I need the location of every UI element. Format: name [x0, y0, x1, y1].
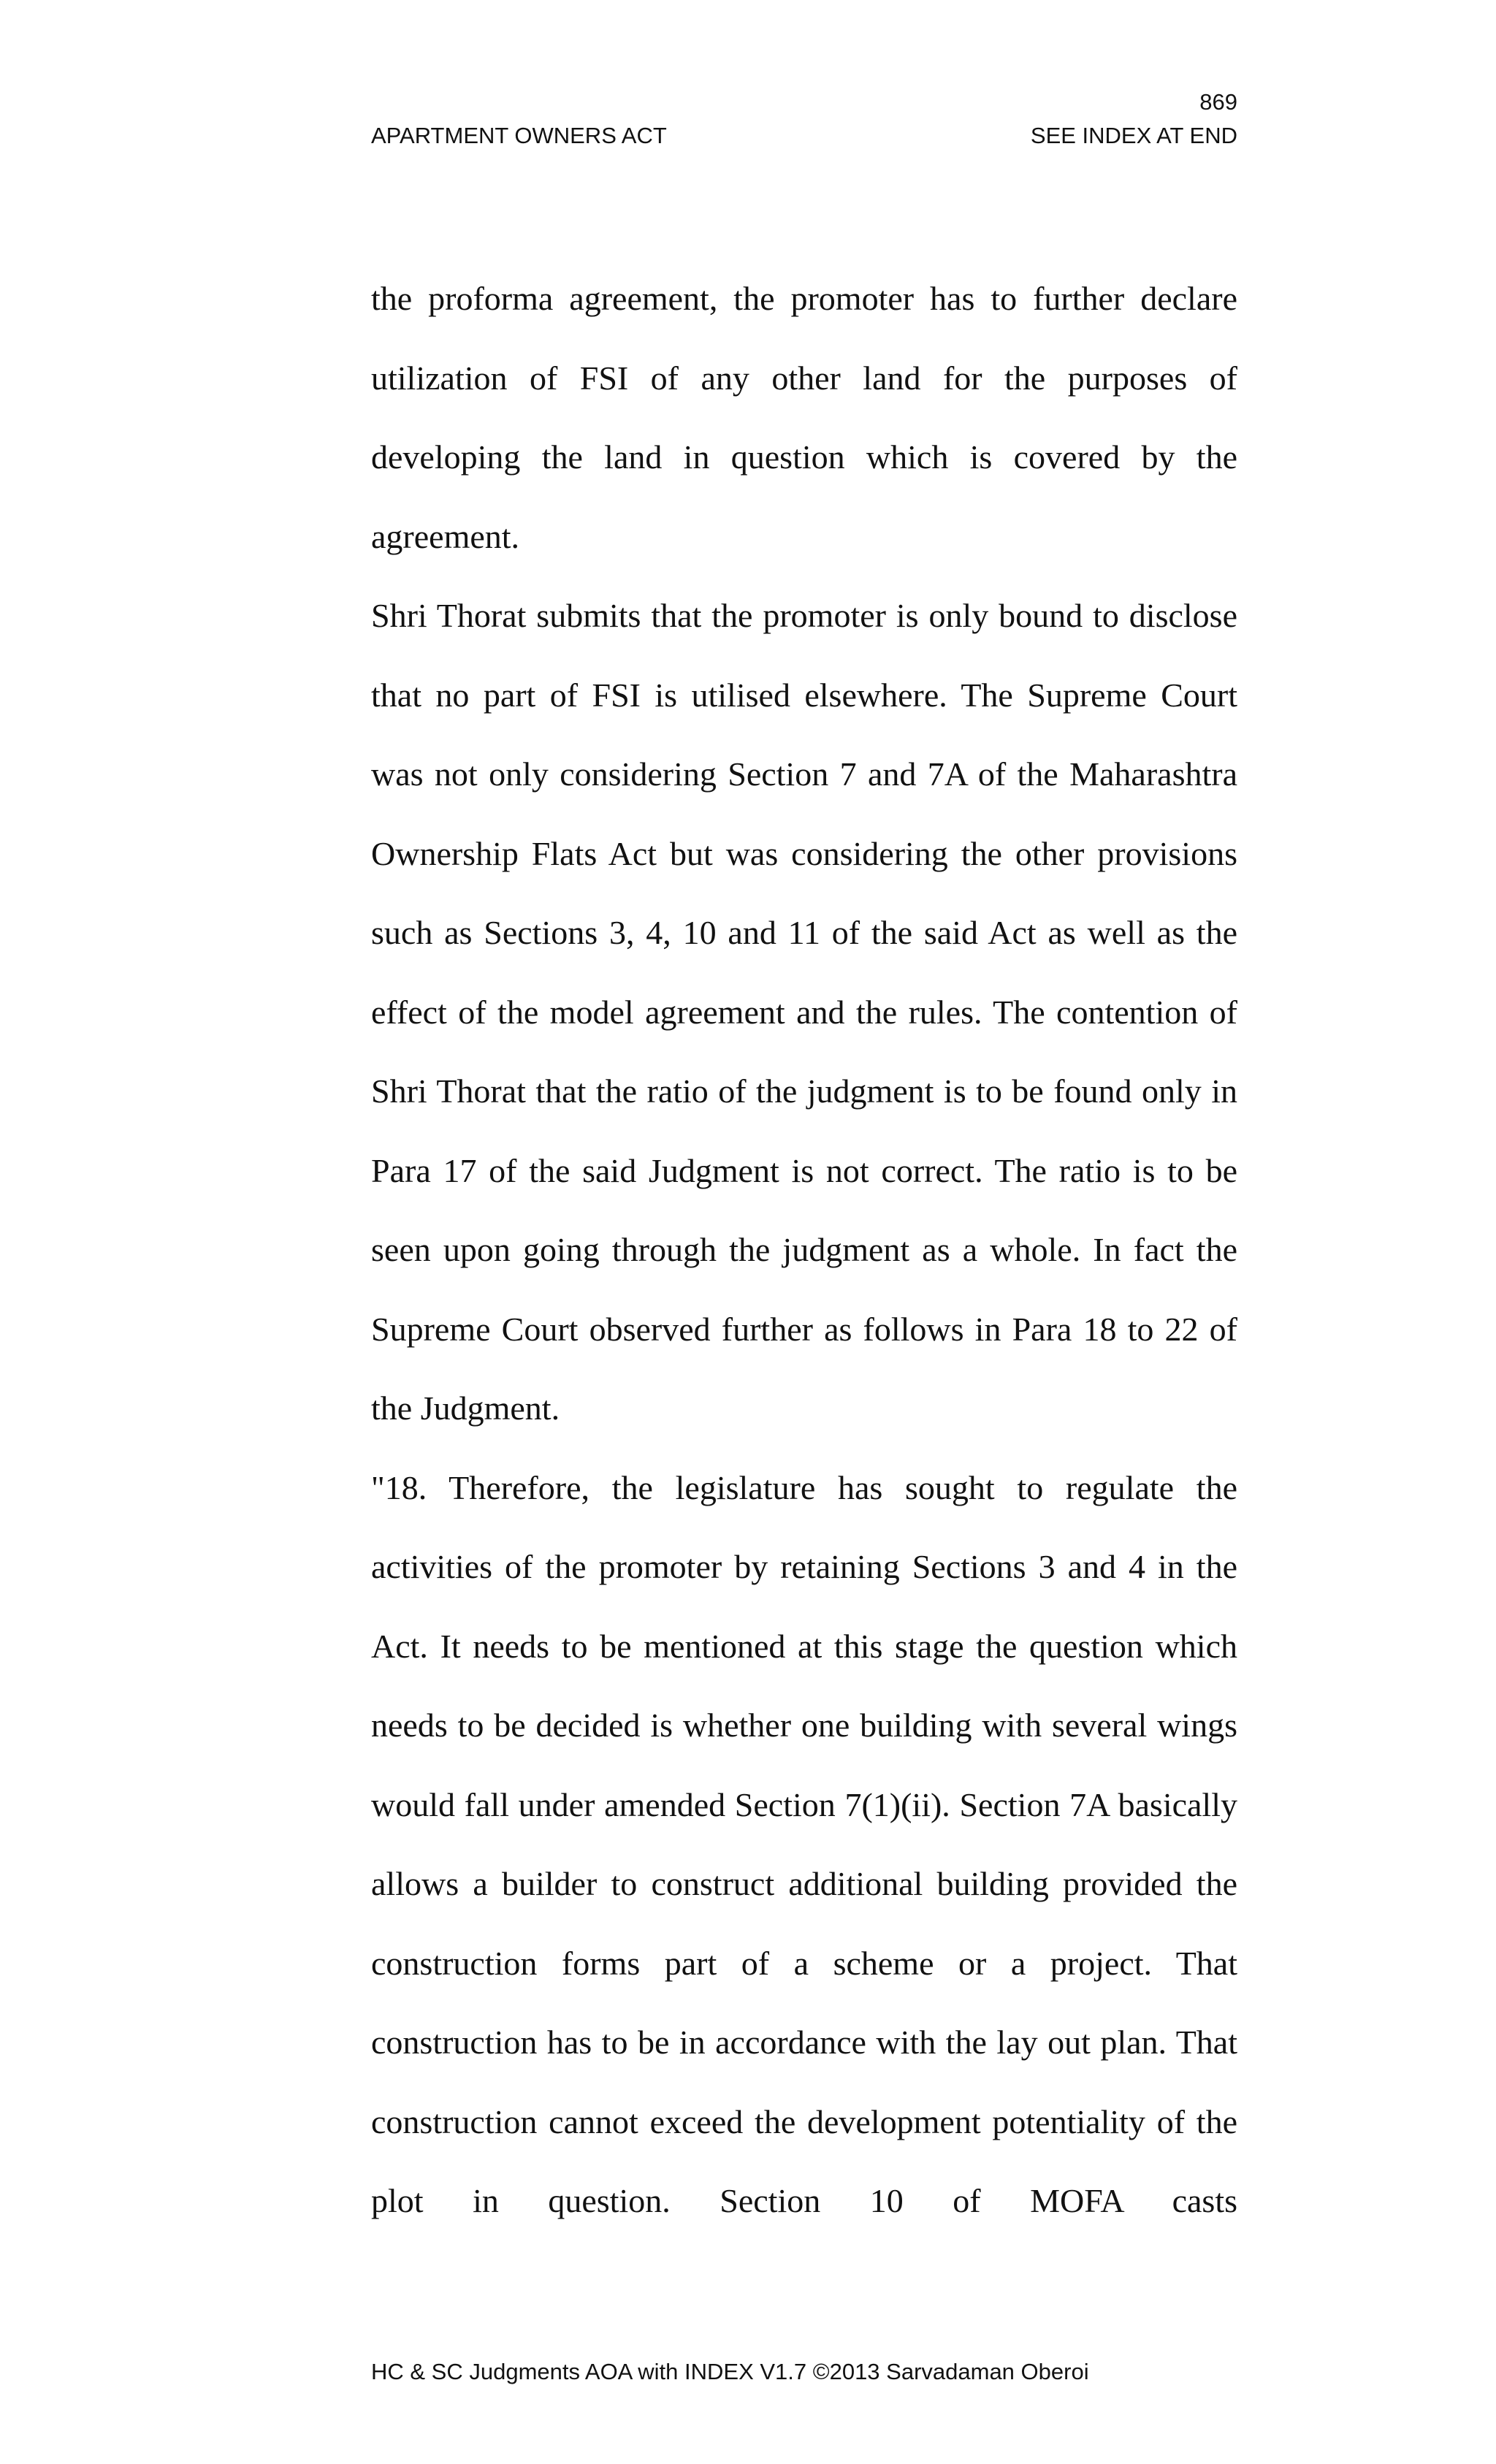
document-body: [371, 259, 1237, 2241]
running-header-index-note: SEE INDEX AT END: [1030, 123, 1237, 148]
running-header-title: APARTMENT OWNERS ACT: [371, 123, 667, 148]
page-footer: HC & SC Judgments AOA with INDEX V1.7 ©2013 Sarvadaman Oberoi: [371, 2359, 1089, 2384]
body-paragraph: Shri Thorat submits that the promoter is only bound to disclose that no part of FSI is utilised elsewhere. The Supreme Court was not only considering Section 7 and 7A of the Maharashtra Ownership Flats Act but was considering the other provisions such as Sections 3, 4, 10 and 11 of the said Act as well as the effect of the model agreement and the rules. The contention of Shri Thorat that the ratio of the judgment is to be found only in Para 17 of the said Judgment is not correct. The ratio is to be seen upon going through the judgment as a whole. In fact the Supreme Court observed further as follows in Para 18 to 22 of the Judgment.: [371, 597, 1237, 1427]
page-number: 869: [1199, 89, 1237, 115]
quoted-paragraph: "18. Therefore, the legislature has sought to regulate the activities of the promoter by retaining Sections 3 and 4 in the Act. It needs to be mentioned at this stage the question which needs to be decided is whether one building with several wings would fall under amended Section 7(1)(ii). Section 7A basically allows a builder to construct additional building provided the construction forms part of a scheme or a project. That construction has to be in accordance with the lay out plan. That construction cannot exceed the development potentiality of the plot in question. Section 10 of MOFA casts: [371, 1468, 1237, 2219]
body-paragraph: the proforma agreement, the promoter has to further declare utilization of FSI of any other land for the purposes of developing the land in question which is covered by the agreement.: [371, 280, 1237, 555]
